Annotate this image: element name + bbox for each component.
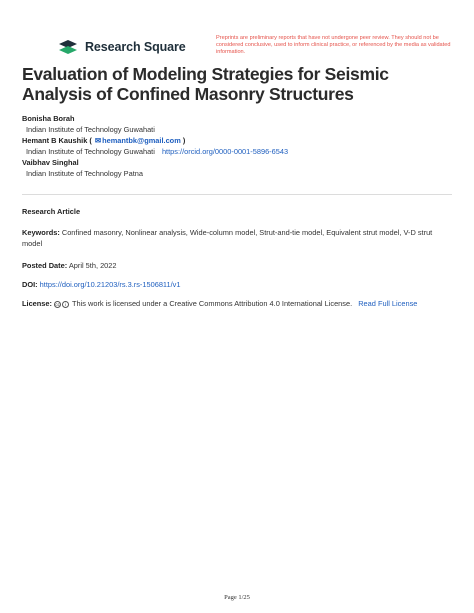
keywords-text: Confined masonry, Nonlinear analysis, Wide-column model, Strut-and-tie model, Equivalent strut model, V-D strut model bbox=[22, 228, 433, 248]
doi bbox=[22, 280, 452, 291]
orcid-link[interactable]: https://orcid.org/0000-0001-5896-6543 bbox=[161, 146, 289, 156]
author-affiliation: Indian Institute of Technology Guwahati bbox=[26, 124, 155, 134]
section-divider bbox=[22, 194, 452, 195]
article-type bbox=[22, 207, 452, 218]
author-name-text: Hemant B Kaushik bbox=[22, 135, 88, 145]
posted-date-label: Posted Date: bbox=[22, 261, 68, 270]
logo-text: Research Square bbox=[85, 40, 186, 54]
author-email-link[interactable]: hemantbk@gmail.com bbox=[102, 135, 181, 145]
affiliation-text: Indian Institute of Technology Guwahati bbox=[26, 146, 155, 156]
author-name: Vaibhav Singhal bbox=[22, 157, 79, 167]
research-square-logo-icon bbox=[57, 38, 79, 56]
license-label: License: bbox=[22, 299, 52, 308]
research-square-logo[interactable] bbox=[57, 37, 186, 57]
author-affiliation bbox=[22, 147, 462, 158]
by-icon: i bbox=[62, 301, 69, 308]
posted-date-value: April 5th, 2022 bbox=[68, 261, 117, 270]
read-full-license-link[interactable]: Read Full License bbox=[358, 299, 418, 308]
author-affiliation: Indian Institute of Technology Patna bbox=[26, 168, 143, 178]
cc-icon: cc bbox=[55, 301, 60, 307]
mail-icon: ✉ bbox=[94, 135, 102, 145]
license-text: This work is licensed under a Creative Commons Attribution 4.0 International License. bbox=[71, 299, 353, 308]
preprint-notice: Preprints are preliminary reports that have not undergone peer review. They should not be considered conclusive, used to inform clinical practice, or referenced by the media as validated information. bbox=[216, 35, 451, 56]
page-number: Page 1/25 bbox=[224, 594, 250, 601]
doi-link[interactable]: https://doi.org/10.21203/rs.3.rs-1506811/v1 bbox=[39, 280, 181, 289]
keywords-label: Keywords: bbox=[22, 228, 60, 237]
posted-date bbox=[22, 261, 452, 272]
author-list bbox=[22, 114, 462, 179]
article-type-label: Research Article bbox=[22, 207, 81, 216]
keywords bbox=[22, 228, 452, 249]
author-name: Bonisha Borah bbox=[22, 114, 75, 123]
doi-label: DOI: bbox=[22, 280, 38, 289]
author-name: Hemant B Kaushik ( ✉hemantbk@gmail.com ) bbox=[22, 135, 186, 145]
article-title: Evaluation of Modeling Strategies for Seismic Analysis of Confined Masonry Structures bbox=[22, 64, 389, 104]
license bbox=[22, 299, 452, 310]
